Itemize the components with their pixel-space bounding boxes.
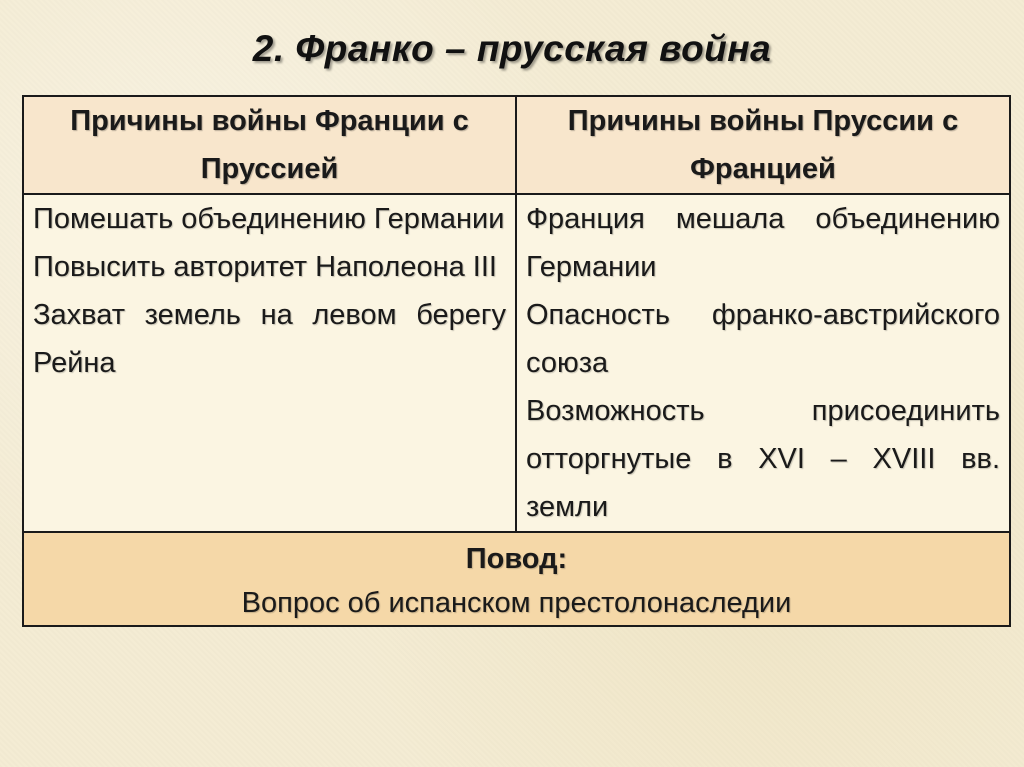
- prussia-cause-item: Франция мешала объединению Германии: [526, 203, 1000, 283]
- prussia-cause-item: Возможность присоединить отторгнутые в XVI – XVIII вв. земли: [526, 395, 1000, 523]
- france-cause-item: Захват земель на левом берегу Рейна: [33, 299, 506, 379]
- table-row: [23, 194, 1010, 532]
- prussia-causes-cell: [516, 194, 1010, 532]
- pretext-row: [23, 532, 1010, 626]
- france-cause-item: Помешать объединению Германии: [33, 203, 505, 235]
- table-header-row: [23, 96, 1010, 194]
- header-france-causes: Причины войны Франции с Пруссией: [23, 96, 516, 194]
- slide-title: 2. Франко – прусская война: [252, 28, 772, 69]
- france-causes-cell: [23, 194, 516, 532]
- pretext-text: Вопрос об испанском престолонаследии: [241, 587, 792, 619]
- france-cause-item: Повысить авторитет Наполеона III: [33, 251, 497, 283]
- pretext-cell: [23, 532, 1010, 626]
- causes-table: [22, 95, 1011, 627]
- pretext-label: Повод:: [465, 543, 568, 575]
- header-prussia-causes: Причины войны Пруссии с Францией: [516, 96, 1010, 194]
- prussia-cause-item: Опасность франко-австрийского союза: [526, 299, 1000, 379]
